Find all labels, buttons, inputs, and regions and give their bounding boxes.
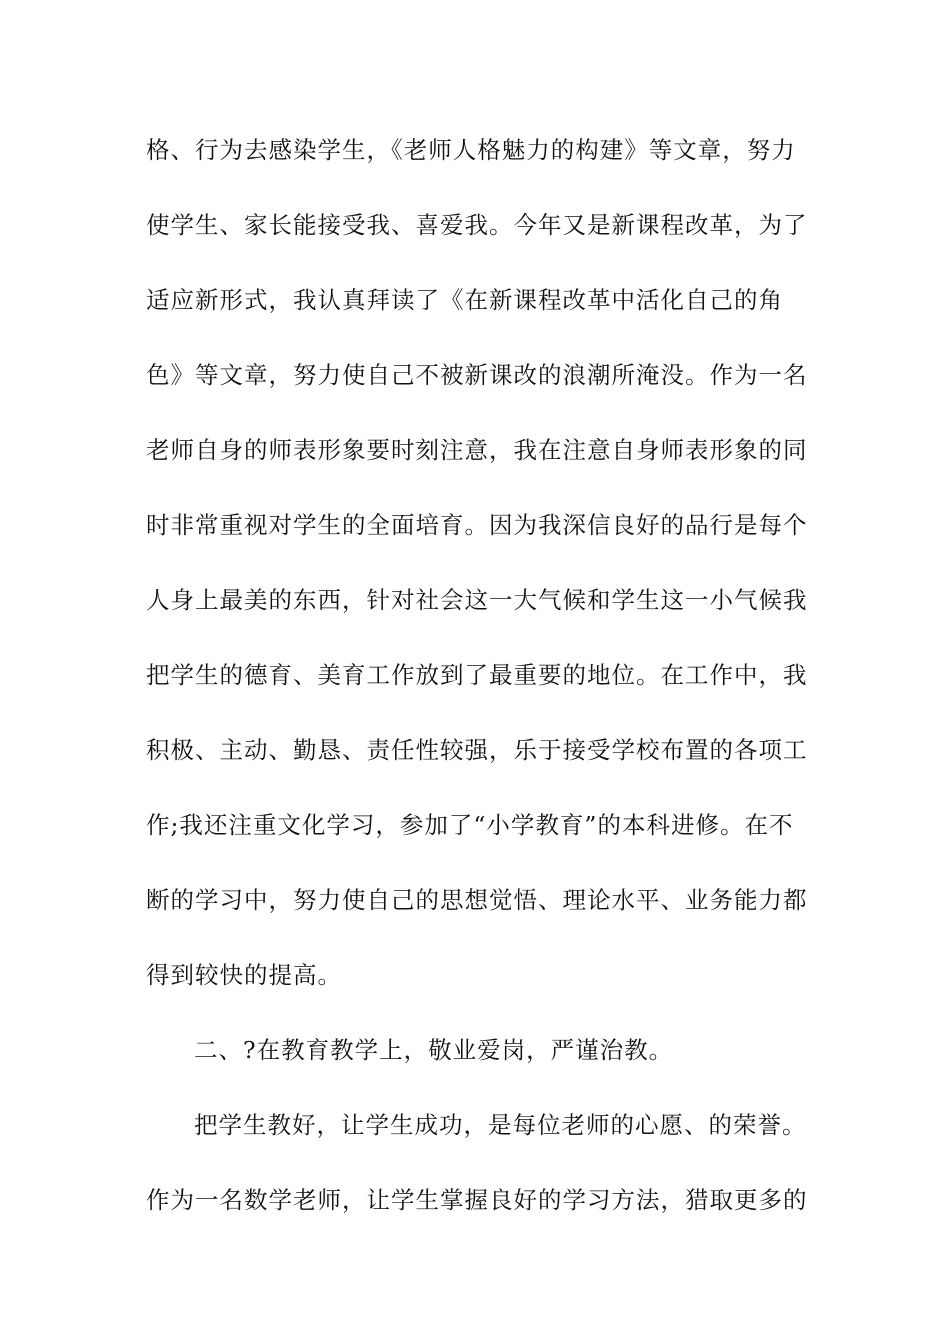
paragraph-line: 积极、主动、勤恳、责任性较强，乐于接受学校布置的各项工 [146, 736, 808, 764]
paragraph-line: 作为一名数学老师，让学生掌握良好的学习方法，猎取更多的 [146, 1186, 808, 1214]
paragraph-line: 作;我还注重文化学习，参加了“小学教育”的本科进修。在不 [146, 811, 794, 839]
paragraph-line: 适应新形式，我认真拜读了《在新课程改革中活化自己的角 [146, 286, 783, 314]
paragraph-line: 格、行为去感染学生，《老师人格魅力的构建》等文章，努力 [146, 136, 796, 164]
paragraph-line: 把学生的德育、美育工作放到了最重要的地位。在工作中，我 [146, 661, 808, 689]
paragraph-line: 人身上最美的东西，针对社会这一大气候和学生这一小气候我 [146, 586, 808, 614]
paragraph-line: 把学生教好，让学生成功，是每位老师的心愿、的荣誉。 [194, 1111, 807, 1139]
paragraph-line: 时非常重视对学生的全面培育。因为我深信良好的品行是每个 [146, 511, 808, 539]
section-heading: 二、?在教育教学上，敬业爱岗，严谨治教。 [194, 1036, 674, 1064]
paragraph-line: 断的学习中，努力使自己的思想觉悟、理论水平、业务能力都 [146, 886, 808, 914]
paragraph-line: 使学生、家长能接受我、喜爱我。今年又是新课程改革，为了 [146, 211, 808, 239]
paragraph-line: 色》等文章，努力使自己不被新课改的浪潮所淹没。作为一名 [146, 361, 808, 389]
paragraph-line: 得到较快的提高。 [146, 961, 342, 989]
paragraph-line: 老师自身的师表形象要时刻注意，我在注意自身师表形象的同 [146, 436, 808, 464]
